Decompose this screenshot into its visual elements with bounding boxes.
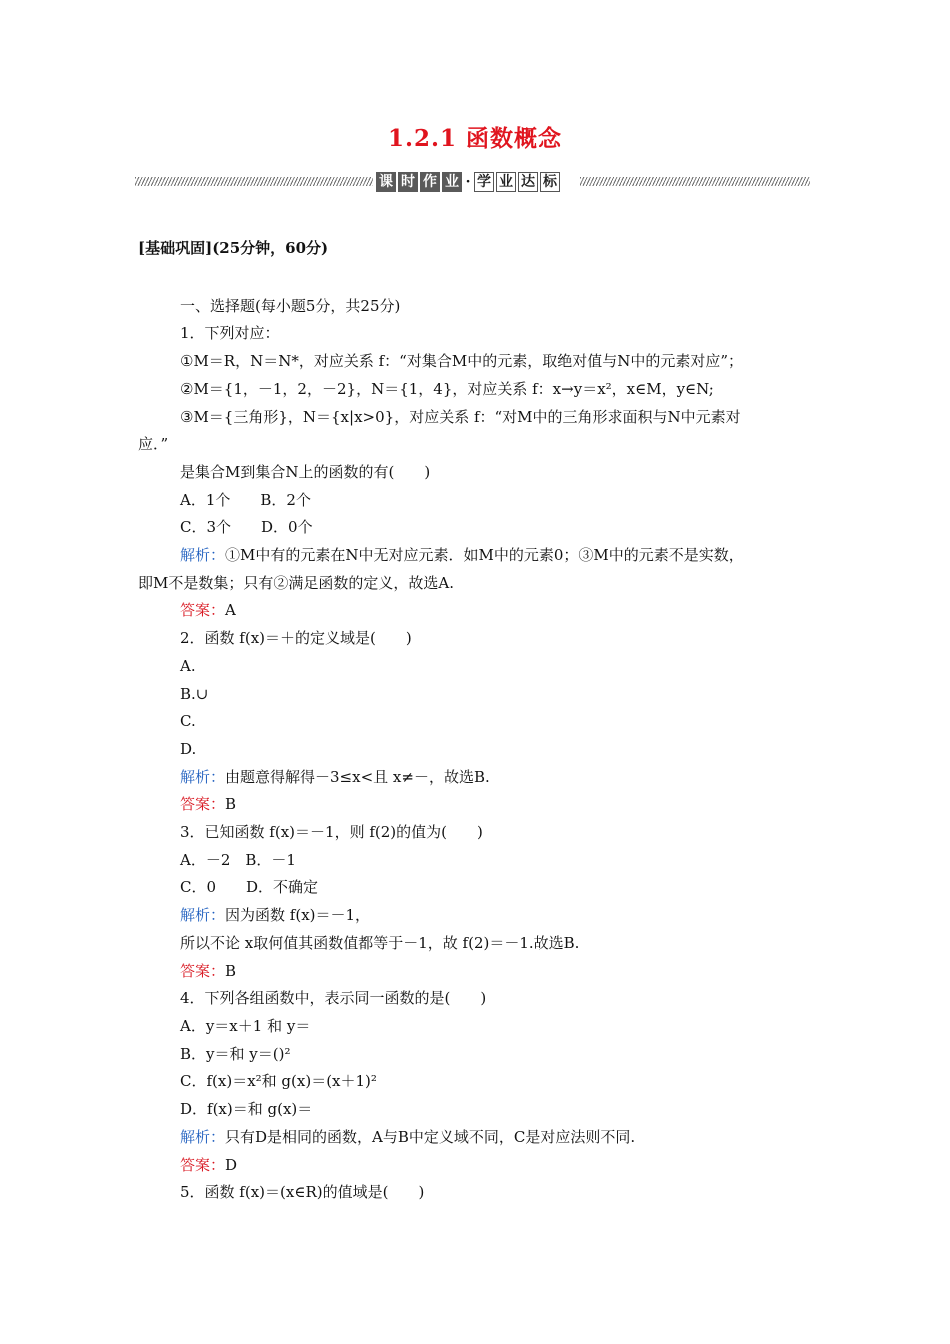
answer [180, 961, 236, 981]
banner-char: 作 [420, 172, 440, 192]
banner-hatch-right [580, 177, 810, 186]
answer-options: A．－2 B．－1 [180, 851, 296, 869]
analysis-label: 解析： [180, 768, 226, 786]
answer-label: 答案： [180, 962, 226, 980]
section-banner [135, 170, 810, 194]
answer-value: A [225, 601, 236, 619]
answer-label: 答案： [180, 1156, 226, 1174]
question-ask: 是集合M到集合N上的函数的有( ) [180, 463, 431, 481]
banner-char: 业 [496, 172, 516, 192]
answer-value: B [225, 962, 237, 980]
answer-value: D [225, 1156, 238, 1174]
analysis-label: 解析： [180, 906, 226, 924]
answer-options: C．0 D．不确定 [180, 878, 319, 896]
question-stem: 1．下列对应： [180, 324, 280, 342]
analysis [180, 905, 370, 925]
banner-char: 课 [376, 172, 396, 192]
answer-option: A. [180, 657, 196, 675]
question-stem: 3．已知函数 f(x)＝－1，则 f(2)的值为( ) [180, 823, 483, 841]
analysis-text: 只有D是相同的函数，A与B中定义域不同，C是对应法则不同. [225, 1128, 636, 1146]
answer-label: 答案： [180, 601, 226, 619]
analysis-text: 由题意得解得－3≤x<且 x≠－，故选B. [225, 768, 490, 786]
banner-char: 标 [540, 172, 560, 192]
answer-value: B [225, 795, 237, 813]
banner-char: 时 [398, 172, 418, 192]
analysis-label: 解析： [180, 1128, 226, 1146]
answer-option: C. [180, 712, 196, 730]
question-stem: 4．下列各组函数中，表示同一函数的是( ) [180, 989, 487, 1007]
answer-options: A．1个 B．2个 [180, 491, 311, 509]
banner-separator: · [465, 174, 471, 190]
banner-hatch-left [135, 177, 373, 186]
question-stem: 2．函数 f(x)＝＋的定义域是( ) [180, 629, 412, 647]
answer-option: B．y＝和 y＝()² [180, 1045, 291, 1063]
analysis-text: 所以不论 x取何值其函数值都等于－1，故 f(2)＝－1.故选B. [180, 934, 580, 952]
question-stem: 5．函数 f(x)＝(x∈R)的值域是( ) [180, 1183, 425, 1201]
answer-options: C．3个 D．0个 [180, 518, 313, 536]
question-item: ①M＝R，N＝N*，对应关系 f：“对集合M中的元素，取绝对值与N中的元素对应”； [180, 352, 743, 370]
analysis-text: 因为函数 f(x)＝－1， [225, 906, 371, 924]
answer-option: D. [180, 740, 197, 758]
question-item: ②M＝{1，－1，2，－2}，N＝{1，4}，对应关系 f：x→y＝x²，x∈M，y∈N; [180, 380, 714, 398]
question-item: 应．” [138, 435, 169, 453]
question-item: ③M＝{三角形}，N＝{x|x>0}，对应关系 f：“对M中的三角形求面积与N中元素对 [180, 408, 741, 426]
banner-char: 达 [518, 172, 538, 192]
analysis [180, 1127, 635, 1147]
banner-char: 学 [474, 172, 494, 192]
analysis-text: 即M不是数集；只有②满足函数的定义，故选A. [138, 574, 454, 592]
answer [180, 794, 236, 814]
banner-char: 业 [442, 172, 462, 192]
analysis [180, 767, 490, 787]
page-title: 1.2.1 函数概念 [387, 125, 563, 152]
answer-option: A．y＝x＋1 和 y＝ [180, 1017, 311, 1035]
part-heading: 一、选择题(每小题5分，共25分) [180, 297, 401, 315]
analysis-label: 解析： [180, 546, 226, 564]
section-header: [基础巩固](25分钟，60分) [138, 239, 329, 257]
answer [180, 600, 236, 620]
answer-option: B.∪ [180, 685, 209, 703]
banner-label [376, 170, 562, 194]
analysis-text: ①M中有的元素在N中无对应元素．如M中的元素0；③M中的元素不是实数， [225, 546, 744, 564]
answer-option: D．f(x)＝和 g(x)＝ [180, 1100, 313, 1118]
answer [180, 1155, 237, 1175]
analysis [180, 545, 744, 565]
answer-label: 答案： [180, 795, 226, 813]
answer-option: C．f(x)＝x²和 g(x)＝(x＋1)² [180, 1072, 377, 1090]
